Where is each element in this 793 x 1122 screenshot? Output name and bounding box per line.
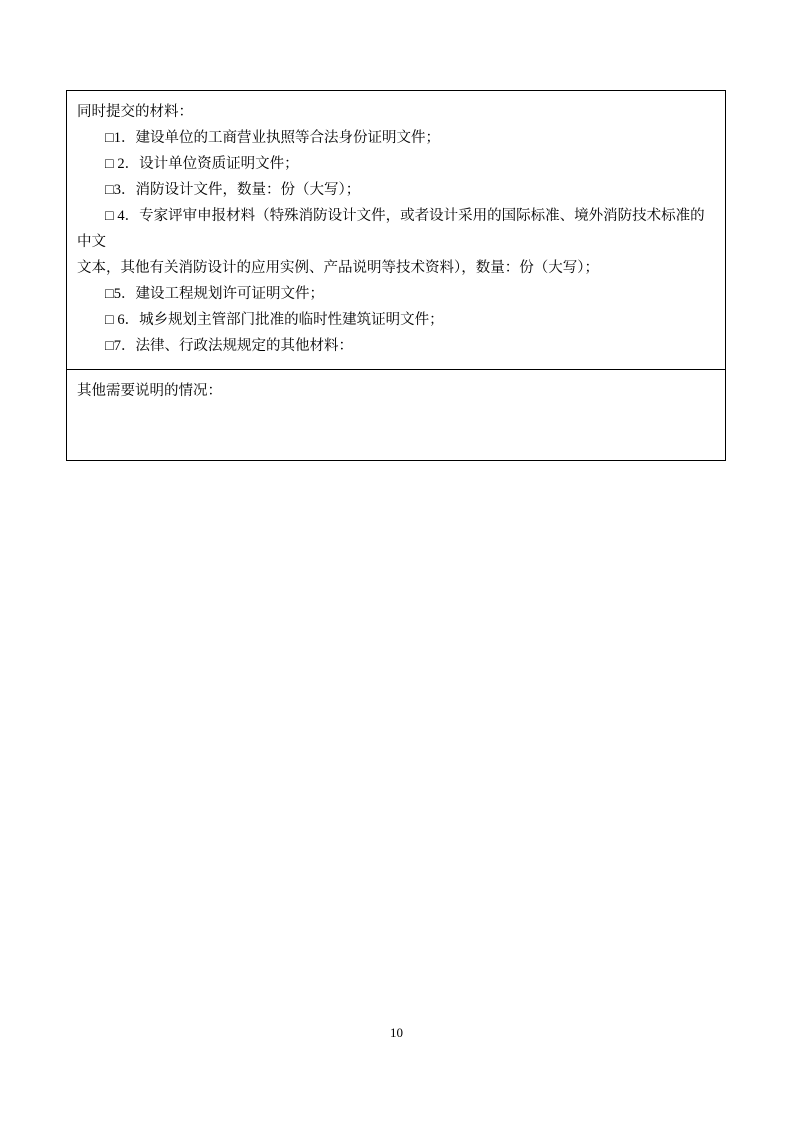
material-item-7[interactable]: □7．法律、行政法规规定的其他材料： — [105, 338, 354, 354]
remarks-cell — [67, 370, 725, 460]
page-number: 10 — [390, 1025, 403, 1040]
form-table — [66, 90, 726, 461]
material-item-6[interactable]: □ 6．城乡规划主管部门批准的临时性建筑证明文件； — [105, 312, 444, 328]
material-item-4-continued: 文本，其他有关消防设计的应用实例、产品说明等技术资料），数量：份（大写）； — [77, 260, 599, 276]
materials-cell — [67, 91, 725, 370]
materials-heading: 同时提交的材料： — [77, 104, 193, 120]
material-item-5[interactable]: □5．建设工程规划许可证明文件； — [105, 286, 325, 302]
material-item-2[interactable]: □ 2．设计单位资质证明文件； — [105, 156, 299, 172]
material-item-4[interactable]: □ 4．专家评审申报材料（特殊消防设计文件，或者设计采用的国际标准、境外消防技术标准的中文 — [77, 208, 705, 250]
material-item-1[interactable]: □1．建设单位的工商营业执照等合法身份证明文件； — [105, 130, 441, 146]
remarks-heading: 其他需要说明的情况： — [77, 383, 222, 399]
remarks-input-area[interactable] — [77, 404, 715, 450]
material-item-3[interactable]: □3．消防设计文件，数量：份（大写）； — [105, 182, 361, 198]
